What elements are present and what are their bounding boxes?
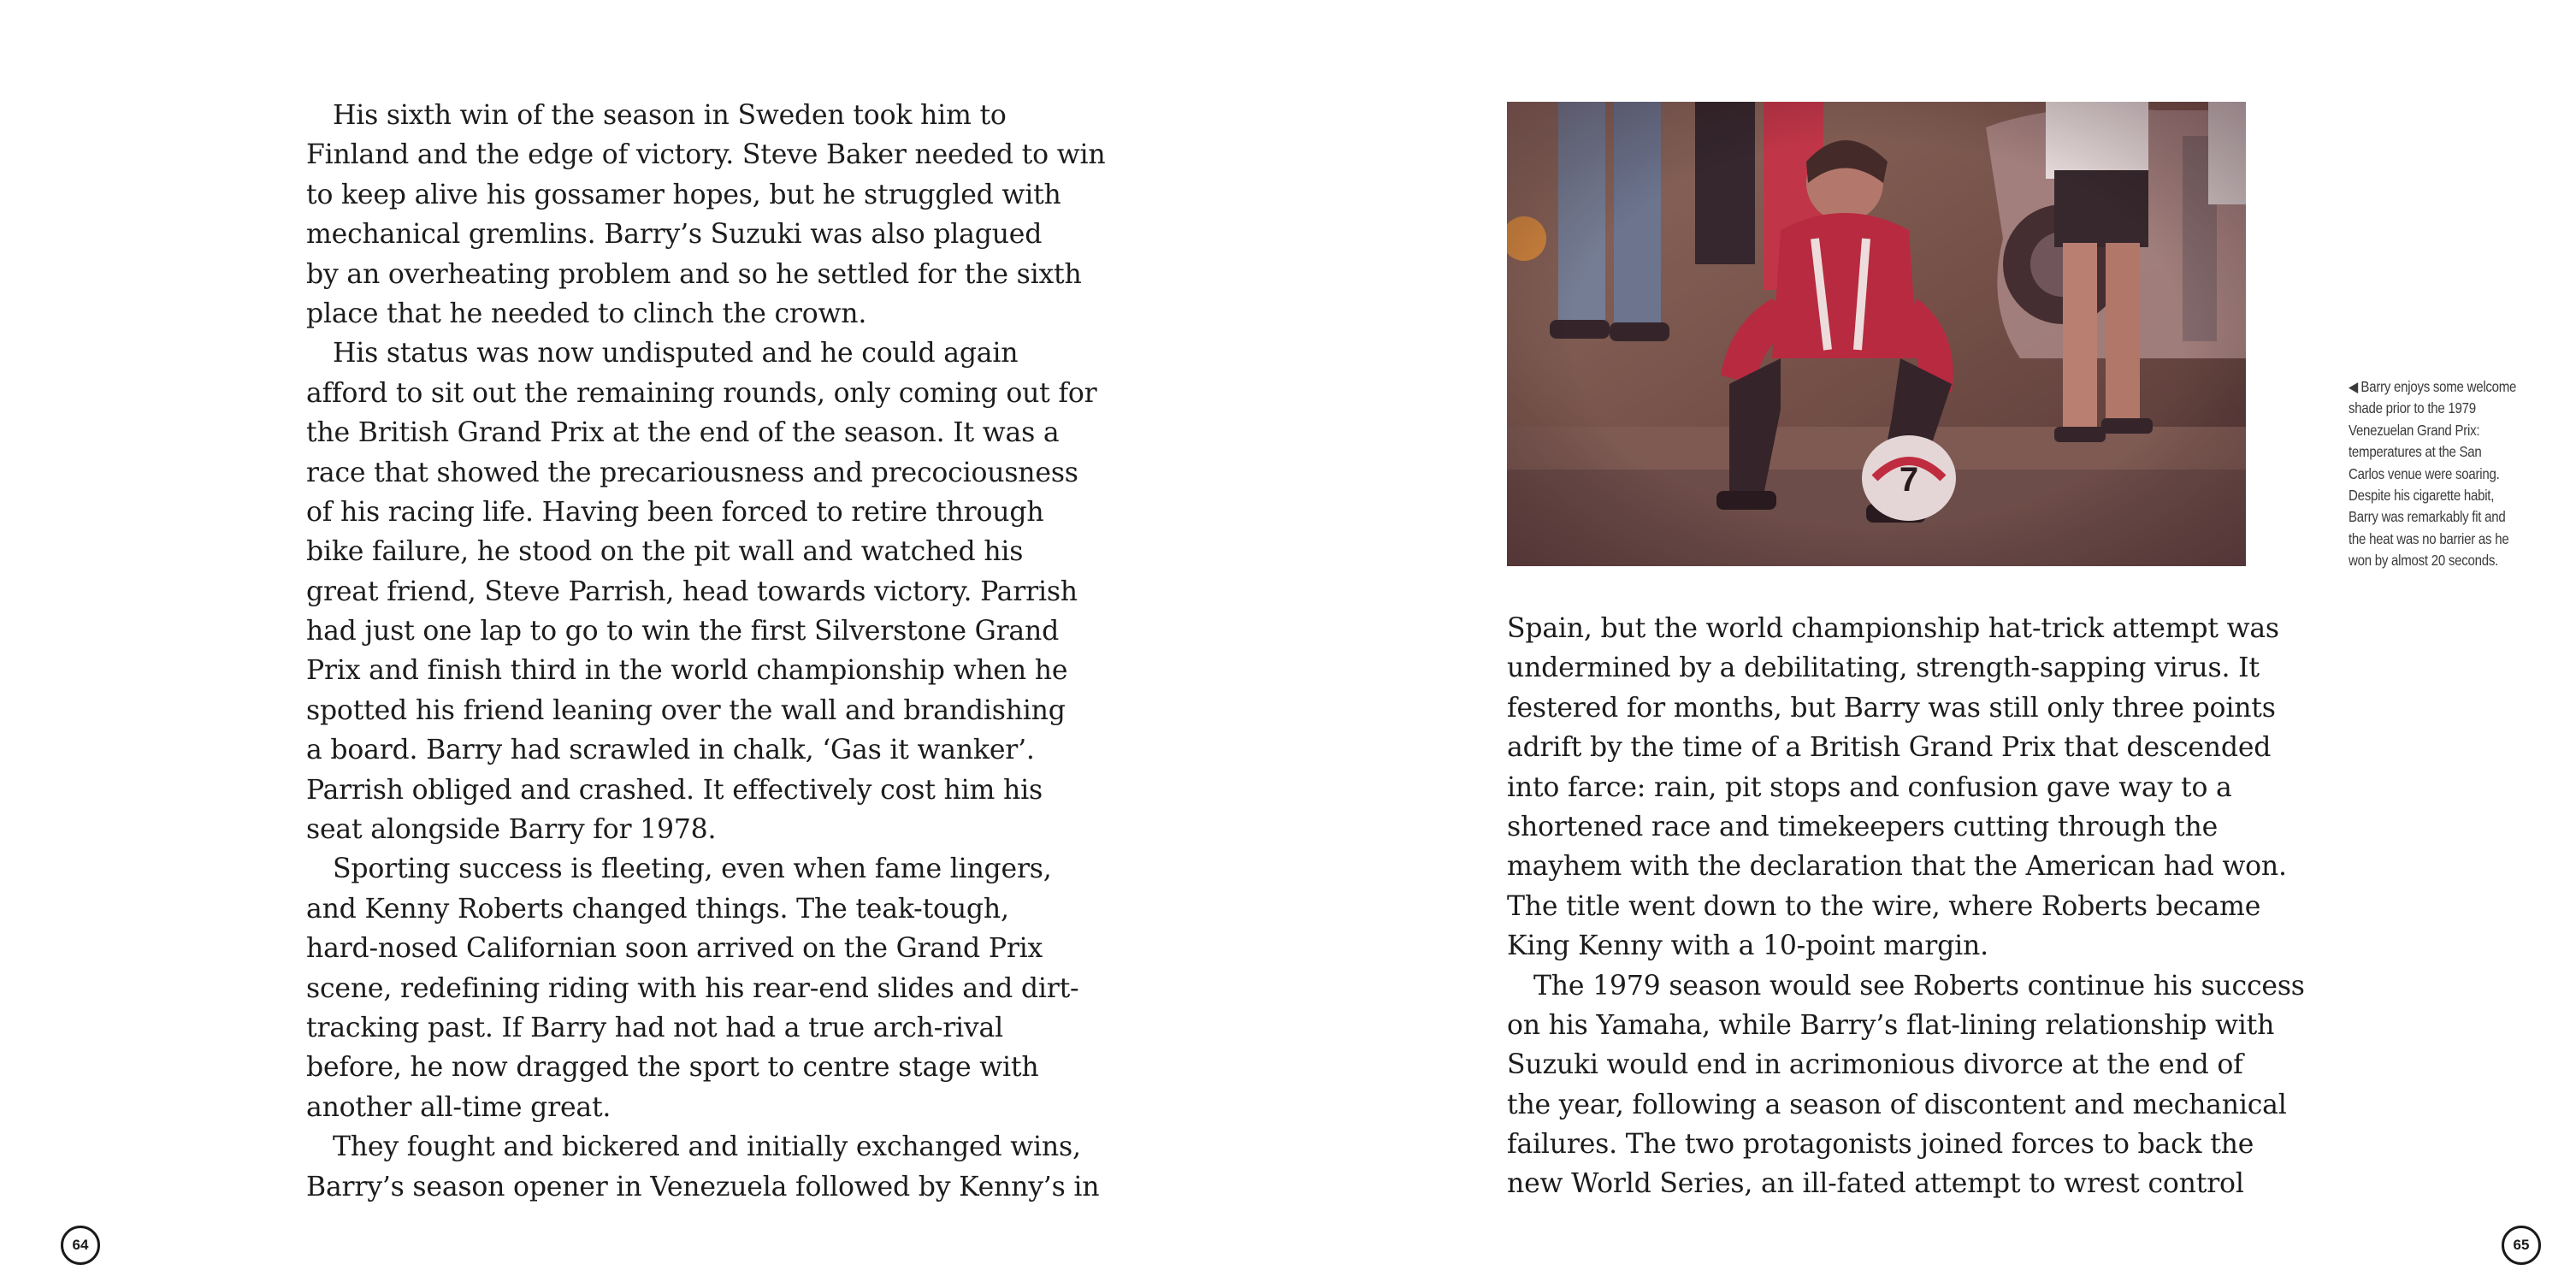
text-line: the British Grand Prix at the end of the season. It was a bbox=[306, 417, 1060, 449]
photo-caption bbox=[2349, 376, 2518, 572]
page-number-left bbox=[61, 1226, 100, 1265]
right-page-body-text bbox=[1507, 609, 2345, 1204]
text-line: mechanical gremlins. Barry’s Suzuki was also plagued bbox=[306, 219, 1043, 251]
page-number-right bbox=[2502, 1226, 2541, 1265]
text-line: new World Series, an ill-fated attempt to wrest control bbox=[1507, 1168, 2244, 1200]
text-line: a board. Barry had scrawled in chalk, ‘Gas it wanker’. bbox=[306, 735, 1035, 766]
text-line: Suzuki would end in acrimonious divorce at the end of bbox=[1507, 1049, 2243, 1081]
text-line: Finland and the edge of victory. Steve Baker needed to win bbox=[306, 139, 1106, 171]
caption-line-text: Barry enjoys some welcome bbox=[2360, 378, 2517, 395]
text-line: His status was now undisputed and he could again bbox=[333, 338, 1019, 369]
text-line: failures. The two protagonists joined forces to back the bbox=[1507, 1129, 2254, 1161]
text-line: and Kenny Roberts changed things. The teak-tough, bbox=[306, 893, 1009, 925]
page-number-right-label: 65 bbox=[2513, 1237, 2530, 1253]
page-number-left-label: 64 bbox=[72, 1237, 89, 1253]
caption-line: shade prior to the 1979 bbox=[2349, 399, 2476, 417]
text-line: undermined by a debilitating, strength-sapping virus. It bbox=[1507, 653, 2260, 684]
text-line: bike failure, he stood on the pit wall and watched his bbox=[306, 536, 1024, 568]
caption-line bbox=[2349, 376, 2518, 398]
text-line: had just one lap to go to win the first Silverstone Grand bbox=[306, 616, 1060, 647]
text-line: of his racing life. Having been forced to retire through bbox=[306, 496, 1044, 528]
caption-line: Despite his cigarette habit, bbox=[2349, 487, 2495, 505]
text-line: adrift by the time of a British Grand Prix that descended bbox=[1507, 732, 2272, 764]
text-line: seat alongside Barry for 1978. bbox=[306, 814, 717, 846]
text-line: scene, redefining riding with his rear-end slides and dirt- bbox=[306, 972, 1079, 1004]
text-line: shortened race and timekeepers cutting through the bbox=[1507, 811, 2219, 842]
text-line: before, he now dragged the sport to centre stage with bbox=[306, 1052, 1039, 1084]
rider-photo bbox=[1507, 102, 2246, 566]
text-line: place that he needed to clinch the crown. bbox=[306, 298, 867, 329]
photo-rider-crouching-icon bbox=[1507, 102, 2246, 566]
text-line: King Kenny with a 10-point margin. bbox=[1507, 931, 1988, 962]
caption-line: Carlos venue were soaring. bbox=[2349, 464, 2500, 482]
text-line: The title went down to the wire, where Roberts became bbox=[1507, 890, 2261, 922]
left-page-body-text bbox=[306, 96, 1144, 1207]
text-line: by an overheating problem and so he settled for the sixth bbox=[306, 258, 1082, 290]
text-line: the year, following a season of discontent and mechanical bbox=[1507, 1089, 2287, 1120]
text-line: to keep alive his gossamer hopes, but he struggled with bbox=[306, 179, 1061, 210]
text-line: spotted his friend leaning over the wall and brandishing bbox=[306, 694, 1066, 726]
text-line: afford to sit out the remaining rounds, only coming out for bbox=[306, 377, 1097, 409]
caption-line: temperatures at the San bbox=[2349, 443, 2482, 461]
caption-line: the heat was no barrier as he bbox=[2349, 529, 2509, 547]
text-line: They fought and bickered and initially exchanged wins, bbox=[333, 1131, 1081, 1163]
text-line: His sixth win of the season in Sweden took him to bbox=[333, 100, 1007, 131]
text-line: Spain, but the world championship hat-trick attempt was bbox=[1507, 613, 2279, 644]
text-line: festered for months, but Barry was still only three points bbox=[1507, 692, 2276, 724]
text-line: hard-nosed Californian soon arrived on the Grand Prix bbox=[306, 933, 1043, 965]
caption-line: Venezuelan Grand Prix: bbox=[2349, 421, 2480, 439]
text-line: race that showed the precariousness and precociousness bbox=[306, 457, 1078, 488]
text-line: great friend, Steve Parrish, head towards victory. Parrish bbox=[306, 576, 1078, 607]
text-line: on his Yamaha, while Barry’s flat-lining relationship with bbox=[1507, 1009, 2275, 1041]
text-line: Parrish obliged and crashed. It effectively cost him his bbox=[306, 774, 1043, 806]
caption-arrow-icon: ◀ bbox=[2349, 379, 2358, 395]
text-line: The 1979 season would see Roberts continue his success bbox=[1533, 970, 2305, 1001]
caption-line: Barry was remarkably fit and bbox=[2349, 508, 2506, 526]
text-line: into farce: rain, pit stops and confusion gave way to a bbox=[1507, 771, 2232, 803]
text-line: Prix and finish third in the world championship when he bbox=[306, 655, 1068, 687]
text-line: Barry’s season opener in Venezuela followed by Kenny’s in bbox=[306, 1171, 1100, 1202]
text-line: another all-time great. bbox=[306, 1091, 612, 1123]
caption-line: won by almost 20 seconds. bbox=[2349, 552, 2499, 570]
text-line: tracking past. If Barry had not had a true arch-rival bbox=[306, 1012, 1003, 1043]
text-line: mayhem with the declaration that the American had won. bbox=[1507, 851, 2287, 883]
text-line: Sporting success is fleeting, even when fame lingers, bbox=[333, 854, 1052, 885]
